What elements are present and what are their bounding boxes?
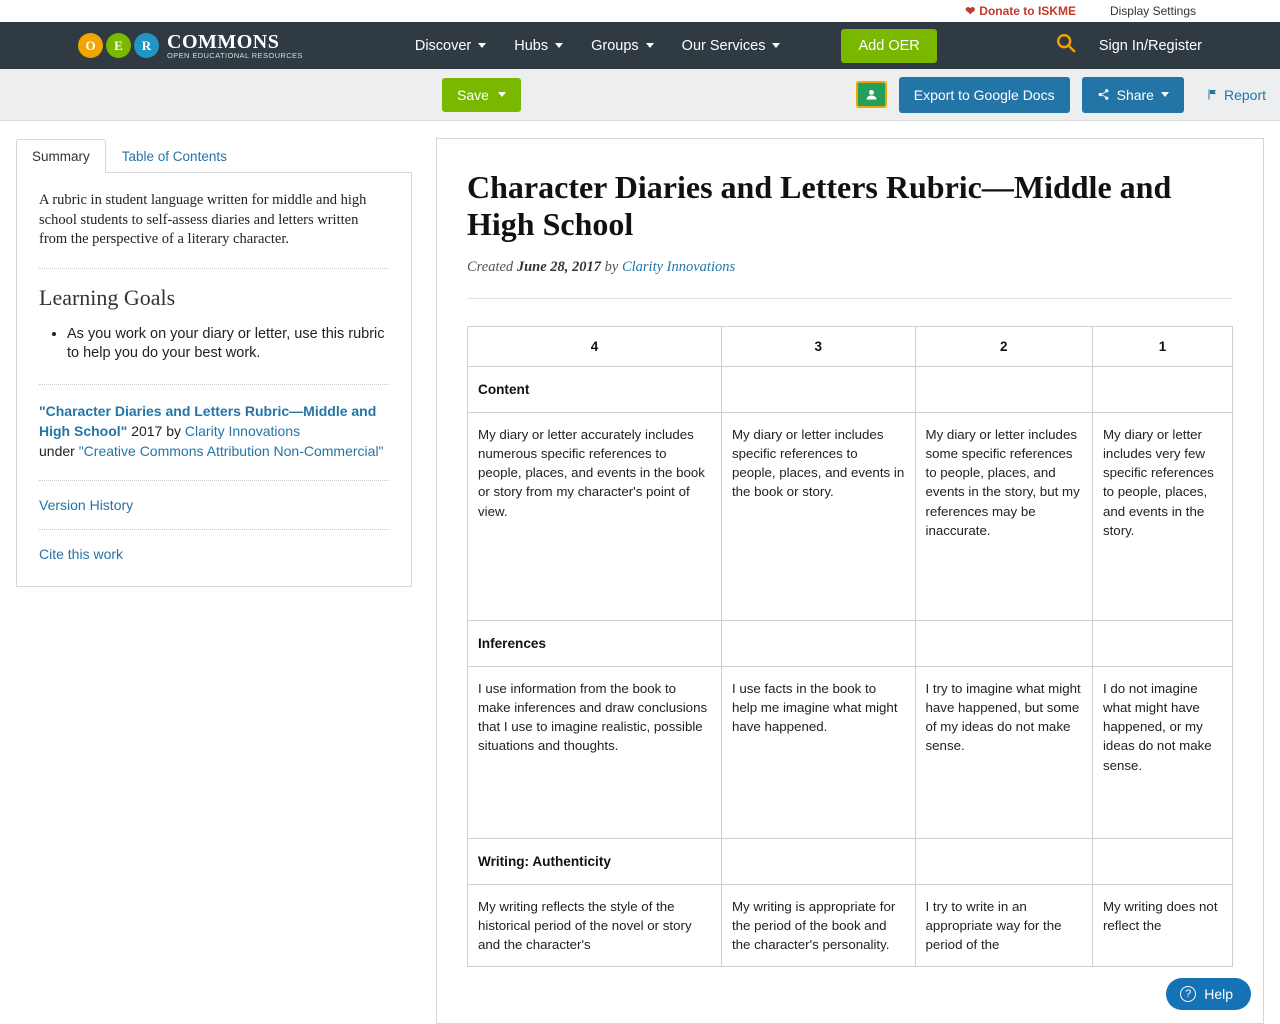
share-icon xyxy=(1097,88,1110,101)
utility-bar xyxy=(0,0,1280,22)
chevron-down-icon xyxy=(1161,92,1169,97)
nav-item-groups[interactable] xyxy=(591,38,654,54)
navbar-right xyxy=(1055,32,1202,59)
learning-goals-title: Learning Goals xyxy=(39,284,176,310)
column-header-1: 1 xyxy=(1092,326,1232,366)
table-row xyxy=(468,838,1233,884)
table-row xyxy=(468,884,1233,967)
column-header-4: 4 xyxy=(468,326,722,366)
sidebar xyxy=(16,138,412,1024)
version-history-link[interactable]: Version History xyxy=(39,496,134,513)
share-button[interactable] xyxy=(1082,77,1184,113)
rubric-table-wrapper xyxy=(437,299,1263,968)
logo-tagline: OPEN EDUCATIONAL RESOURCES xyxy=(167,50,303,60)
flag-icon xyxy=(1206,88,1218,101)
empty-cell xyxy=(915,366,1092,412)
question-circle-icon: ? xyxy=(1180,986,1196,1002)
heart-icon: ❤ xyxy=(965,4,976,18)
nav-item-our-services-label: Our Services xyxy=(681,37,766,54)
cell-writing-3: My writing is appropriate for the period of the book and the character's personality. xyxy=(721,884,915,967)
empty-cell xyxy=(721,838,915,884)
cell-inferences-1: I do not imagine what might have happened, or my ideas do not make sense. xyxy=(1092,666,1232,838)
share-button-label: Share xyxy=(1116,86,1154,103)
divider xyxy=(39,529,389,530)
logo-commons-text: COMMONS xyxy=(167,30,280,53)
table-row xyxy=(468,620,1233,666)
report-label: Report xyxy=(1223,86,1266,103)
table-row xyxy=(468,366,1233,412)
summary-card xyxy=(16,172,412,587)
cite-this-work-link[interactable]: Cite this work xyxy=(39,545,124,562)
chevron-down-icon xyxy=(555,43,563,48)
list-item: • As you work on your diary or letter, use this rubric to help you do your best work. xyxy=(67,325,389,364)
sidebar-tabs xyxy=(16,138,412,172)
column-header-3: 3 xyxy=(721,326,915,366)
tab-table-of-contents[interactable]: Table of Contents xyxy=(121,149,227,164)
by-label: by xyxy=(604,258,619,275)
empty-cell xyxy=(1092,366,1232,412)
chevron-down-icon xyxy=(646,43,654,48)
display-settings-link[interactable]: Display Settings xyxy=(1109,4,1196,18)
donate-label: Donate to ISKME xyxy=(979,4,1076,18)
attribution-author-link[interactable]: Clarity Innovations xyxy=(184,423,301,440)
cell-content-2: My diary or letter includes some specific references to people, places, and events in the story, but my references may be inaccurate. xyxy=(915,412,1092,620)
page-body xyxy=(0,121,1280,1024)
rubric-table xyxy=(467,326,1233,968)
nav-item-groups-label: Groups xyxy=(591,37,639,54)
cell-writing-1: My writing does not reflect the xyxy=(1092,884,1232,967)
cell-content-3: My diary or letter includes specific references to people, places, and events in the book or story. xyxy=(721,412,915,620)
criterion-content: Content xyxy=(468,366,722,412)
table-row xyxy=(468,666,1233,838)
attribution-title-link[interactable]: "Character Diaries and Letters Rubric—Middle and High School" xyxy=(39,402,377,440)
cell-content-1: My diary or letter includes very few specific references to people, places, and events in the story. xyxy=(1092,412,1232,620)
criterion-writing-authenticity: Writing: Authenticity xyxy=(468,838,722,884)
help-label: Help xyxy=(1204,986,1233,1002)
logo-letter-r: R xyxy=(134,33,159,58)
logo-circles xyxy=(78,33,159,58)
save-button[interactable] xyxy=(442,78,521,112)
empty-cell xyxy=(915,838,1092,884)
action-bar xyxy=(0,69,1280,121)
cell-content-4: My diary or letter accurately includes numerous specific references to people, places, and events in the book or story from my character's point of view. xyxy=(468,412,722,620)
logo-letter-e: E xyxy=(106,33,131,58)
cell-inferences-4: I use information from the book to make inferences and draw conclusions that I use to imagine realistic, possible situations and thoughts. xyxy=(468,666,722,838)
document-card xyxy=(436,138,1264,1024)
column-header-2: 2 xyxy=(915,326,1092,366)
divider xyxy=(39,480,389,481)
document-author-link[interactable]: Clarity Innovations xyxy=(621,258,736,275)
logo-wordmark xyxy=(167,32,303,60)
oer-commons-logo[interactable] xyxy=(78,32,303,60)
document-meta xyxy=(467,259,1233,276)
report-link[interactable] xyxy=(1206,87,1266,103)
created-label: Created xyxy=(467,258,514,275)
donate-link[interactable] xyxy=(965,4,1076,18)
table-header-row xyxy=(468,326,1233,366)
main-navbar xyxy=(0,22,1280,69)
attribution-year-by: 2017 by xyxy=(127,423,185,440)
empty-cell xyxy=(721,620,915,666)
empty-cell xyxy=(721,366,915,412)
nav-item-discover-label: Discover xyxy=(414,37,472,54)
document-header xyxy=(437,139,1263,298)
search-icon[interactable] xyxy=(1055,32,1077,59)
logo-letter-o: O xyxy=(78,33,103,58)
tab-summary[interactable]: Summary xyxy=(16,139,106,173)
add-oer-button[interactable]: Add OER xyxy=(841,29,936,63)
cell-writing-2: I try to write in an appropriate way for the period of the xyxy=(915,884,1092,967)
sign-in-register-link[interactable]: Sign In/Register xyxy=(1098,37,1202,54)
page-title: Character Diaries and Letters Rubric—Middle and High School xyxy=(467,169,1172,242)
nav-item-hubs[interactable] xyxy=(514,38,563,54)
save-button-label: Save xyxy=(457,86,489,103)
attribution-license-link[interactable]: "Creative Commons Attribution Non-Commercial" xyxy=(78,443,384,460)
nav-item-hubs-label: Hubs xyxy=(514,37,549,54)
attribution-under: under xyxy=(39,443,79,460)
summary-text: A rubric in student language written for middle and high school students to self-assess diaries and letters written from the perspective of a literary character. xyxy=(39,192,367,248)
export-to-google-docs-button[interactable]: Export to Google Docs xyxy=(899,77,1070,113)
criterion-inferences: Inferences xyxy=(468,620,722,666)
nav-item-discover[interactable] xyxy=(415,38,486,54)
chevron-down-icon xyxy=(772,43,780,48)
empty-cell xyxy=(1092,838,1232,884)
empty-cell xyxy=(1092,620,1232,666)
empty-cell xyxy=(915,620,1092,666)
table-row xyxy=(468,412,1233,620)
nav-links xyxy=(415,29,937,63)
attribution-text xyxy=(39,401,389,462)
learning-goals-list xyxy=(39,325,389,364)
cell-writing-4: My writing reflects the style of the historical period of the novel or story and the character's xyxy=(468,884,722,967)
help-button[interactable] xyxy=(1166,978,1251,1010)
created-date: June 28, 2017 xyxy=(516,258,602,275)
divider xyxy=(39,384,389,385)
chevron-down-icon xyxy=(498,92,506,97)
chevron-down-icon xyxy=(478,43,486,48)
cell-inferences-2: I try to imagine what might have happened, but some of my ideas do not make sense. xyxy=(915,666,1092,838)
cell-inferences-3: I use facts in the book to help me imagine what might have happened. xyxy=(721,666,915,838)
google-classroom-icon[interactable] xyxy=(856,81,887,108)
divider xyxy=(39,268,389,269)
nav-item-our-services[interactable] xyxy=(682,38,781,54)
action-bar-right xyxy=(856,77,1266,113)
